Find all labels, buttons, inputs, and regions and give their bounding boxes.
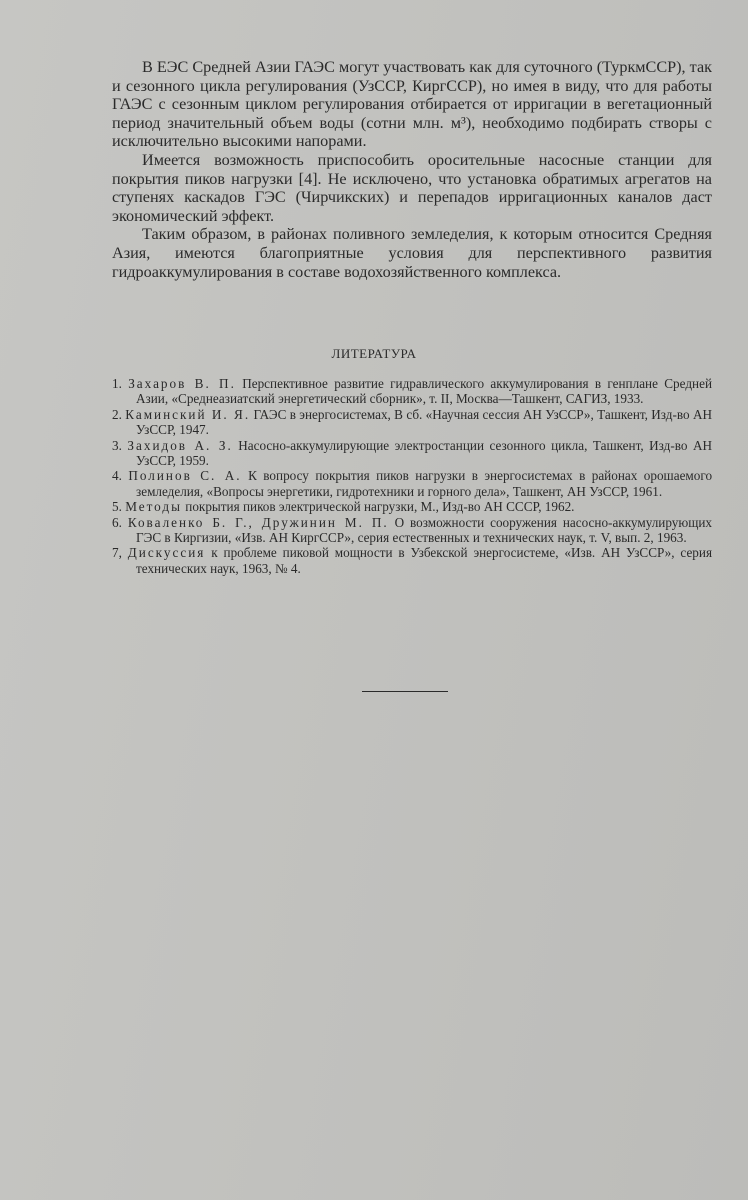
reference-text: покрытия пиков электрической нагрузки, М., Изд-во АН СССР, 1962. (185, 499, 575, 515)
paragraph-2: Имеется возможность приспособить оросительные насосные станции для покрытия пиков нагрузки [4]. Не исключено, что установка обратимых агрегатов на ступенях каскадов ГЭС (Чирчикских) и перепадов ирригационных каналов даст экономический эффект. (112, 150, 712, 225)
reference-number: 3. (112, 437, 122, 453)
reference-author: Методы (125, 499, 182, 515)
reference-text: Насосно-аккумулирующие электростанции сезонного цикла, Ташкент, Изд-во АН УзССР, 1959. (136, 437, 713, 469)
reference-number: 2. (112, 406, 122, 422)
reference-author: Захидов А. З. (127, 437, 233, 453)
reference-item (112, 468, 712, 499)
reference-text: К вопросу покрытия пиков нагрузки в энергосистемах в районах орошаемого земледелия, «Вопросы энергетики, гидротехники и горного дела», Ташкент, АН УзССР, 1961. (136, 468, 713, 499)
references-heading: ЛИТЕРАТУРА (331, 346, 417, 361)
references-list (112, 376, 712, 576)
reference-item (112, 545, 712, 576)
reference-number: 5. (112, 499, 122, 515)
reference-text: Перспективное развитие гидравлического аккумулирования в генплане Средней Азии, «Среднеазиатский энергетический сборник», т. II, Москва—Ташкент, САГИЗ, 1933. (136, 376, 713, 407)
reference-text: ГАЭС в энергосистемах, В сб. «Научная сессия АН УзССР», Ташкент, Изд-во АН УзССР, 1947. (136, 406, 713, 438)
body-text (112, 58, 712, 281)
reference-author: Дискуссия (127, 545, 206, 561)
paragraph-3: Таким образом, в районах поливного земледелия, к которым относится Средняя Азия, имеются благоприятные условия для перспективного развития гидроаккумулирования в составе водохозяйственного комплекса. (112, 225, 712, 281)
reference-item (112, 499, 712, 514)
reference-number: 1. (112, 376, 122, 391)
reference-item (112, 407, 712, 438)
reference-item (112, 515, 712, 546)
reference-number: 6. (112, 514, 122, 530)
reference-item (112, 376, 712, 407)
reference-author: Коваленко Б. Г., Дружинин М. П. (127, 514, 389, 530)
reference-text: к проблеме пиковой мощности в Узбекской энергосистеме, «Изв. АН УзССР», серия технических наук, 1963, № 4. (136, 545, 713, 576)
reference-text: О возможности сооружения насосно-аккумулирующих ГЭС в Киргизии, «Изв. АН КиргССР», серия естественных и технических наук, т. V, вып. 2, 1963. (136, 514, 713, 546)
reference-author: Каминский И. Я. (125, 406, 251, 422)
reference-author: Захаров В. П. (128, 376, 236, 391)
reference-number: 4. (112, 468, 122, 484)
reference-author: Полинов С. А. (128, 468, 242, 484)
reference-item (112, 438, 712, 469)
end-divider (362, 691, 448, 692)
reference-number: 7, (112, 545, 122, 561)
paragraph-1: В ЕЭС Средней Азии ГАЭС могут участвовать как для суточного (ТуркмССР), так и сезонного цикла регулирования (УзССР, КиргССР), но имея в виду, что для работы ГАЭС с сезонным циклом регулирования отбирается от ирригации в вегетационный период значительный объем воды (сотни млн. м³), необходимо подбирать створы с исключительно высокими напорами. (112, 58, 712, 151)
